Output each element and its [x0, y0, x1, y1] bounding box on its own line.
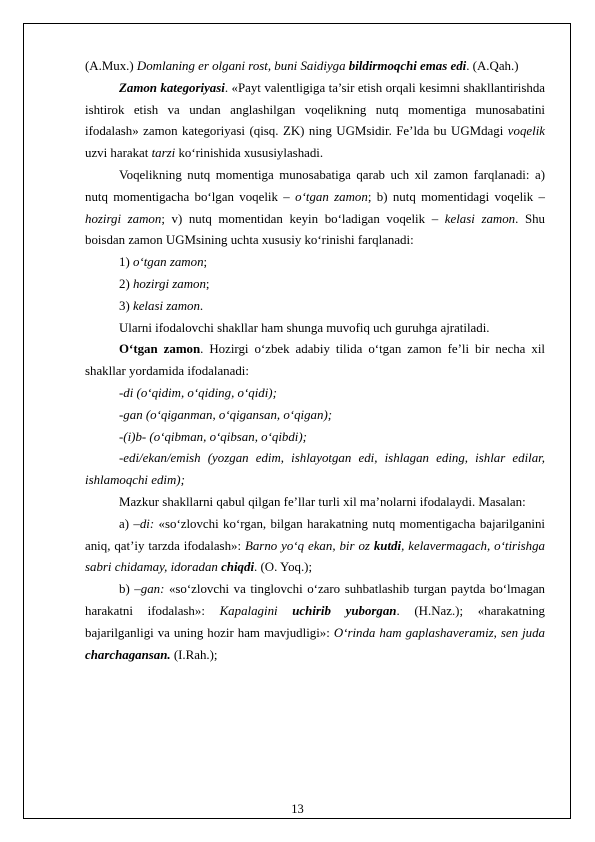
text-run: bildirmoqchi emas edi: [348, 59, 467, 73]
text-run: hozirgi zamon: [132, 276, 206, 291]
text-run: o‘tgan zamon: [132, 255, 204, 270]
text-run: -: [119, 429, 124, 444]
text-run: 1): [119, 255, 133, 270]
text-run: O‘rinda ham gaplashaveramiz, sen juda: [333, 625, 545, 640]
text-run: kelasi zamon: [132, 298, 200, 313]
text-run: di:: [139, 516, 155, 531]
text-run: kutdi: [373, 538, 402, 553]
paragraph-p10: [85, 405, 545, 427]
paragraph-p2: [85, 78, 545, 165]
text-run: . Hozirgi o‘zbek adabiy tilida o‘tgan zamon fe’li bir necha xil shakllar yordamida ifodalanadi:: [85, 342, 545, 379]
text-run: gan:: [140, 582, 165, 597]
text-run: . Shu boisdan zamon UGMsining uchta xususiy ko‘rinishi farqlanadi:: [85, 211, 546, 248]
text-run: , kelavermagach, o‘tirishga sabri chidamay, idoradan: [85, 538, 546, 575]
text-run: Mazkur shakllarni qabul qilgan fe’llar turli xil ma’nolarni ifodalaydi. Masalan:: [119, 494, 526, 509]
text-run: uzvi harakat: [85, 146, 152, 161]
paragraph-p12: [85, 448, 545, 492]
text-run: Voqelikning nutq momentiga munosabatiga qarab uch xil zamon farqlanadi: a) nutq momentigacha bo‘lgan voqelik –: [85, 167, 545, 204]
text-run: kelasi zamon: [444, 211, 516, 226]
text-run: o‘tgan zamon: [295, 189, 368, 204]
text-run: (I.Rah.);: [170, 647, 218, 662]
text-run: ; v) nutq momentidan keyin bo‘ladigan voqelik –: [161, 211, 445, 226]
text-run: tarzi: [151, 146, 176, 161]
text-run: b) –: [119, 582, 141, 597]
text-run: Barno yo‘q ekan, bir oz: [244, 538, 374, 553]
text-run: . (H.Naz.); «harakatning bajarilganligi va uning hozir ham mavjudligi»:: [85, 603, 546, 640]
text-run: ;: [205, 276, 210, 291]
paragraph-p13: [85, 492, 545, 514]
text-run: hozirgi zamon: [85, 211, 162, 226]
paragraph-p14: [85, 514, 545, 579]
text-run: Domlaning er olgani rost, buni Saidiyga: [136, 59, 349, 73]
text-run: ; b) nutq momentidagi voqelik –: [367, 189, 546, 204]
text-run: -: [119, 451, 124, 466]
text-run: .: [199, 298, 204, 313]
text-run: Ularni ifodalovchi shakllar ham shunga muvofiq uch guruhga ajratiladi.: [119, 320, 490, 335]
text-run: Zamon kategoriyasi: [119, 80, 225, 95]
text-run: a) –: [119, 516, 140, 531]
text-run: charchagansan.: [85, 647, 171, 662]
text-run: . (O. Yoq.);: [254, 560, 313, 575]
text-run: (i)b- (o‘qibman, o‘qibsan, o‘qibdi);: [123, 429, 307, 444]
text-run: O‘tgan zamon: [119, 342, 201, 357]
text-run: «so‘zlovchi va tinglovchi o‘zaro suhbatlashib turgan paytda bo‘lmagan harakatni ifodalash»:: [85, 582, 545, 618]
text-run: 3): [119, 298, 133, 313]
text-run: ko‘rinishida xususiylashadi.: [175, 146, 324, 161]
paragraph-p3: [85, 165, 545, 252]
text-run: edi/ekan/emish (yozgan edim, ishlayotgan edi, ishlagan eding, ishlar edilar, ishlamoqchi edim);: [85, 451, 545, 488]
text-run: . (A.Qah.): [466, 59, 519, 73]
paragraph-p7: [85, 318, 545, 340]
paragraph-p8: [85, 339, 545, 383]
text-run: -: [119, 407, 124, 422]
text-run: voqelik: [507, 124, 545, 139]
text-run: «so‘zlovchi ko‘rgan, bilgan harakatning nutq momentigacha bajarilganini aniq, qat’iy tarzda ifodalash»:: [85, 516, 546, 553]
text-run: . «Payt valentligiga ta’sir etish orqali kesimni shakllantirishda ishtirok etish va undan anglashilgan voqelikning nutq momentiga munosabatini ifodalash» zamon kategoriyasi (qisq. ZK) ning UGMsidir. Fe’lda bu UGMdagi: [85, 80, 545, 139]
text-run: (A.Mux.): [85, 59, 137, 73]
paragraph-p15: [85, 579, 545, 666]
document-body: [85, 56, 545, 666]
paragraph-p1: [85, 56, 545, 78]
text-run: uchirib yuborgan: [292, 603, 397, 618]
text-run: di (o‘qidim, o‘qiding, o‘qidi);: [123, 385, 277, 400]
paragraph-p9: [85, 383, 545, 405]
text-run: Kapalagini: [219, 603, 293, 618]
text-run: chiqdi: [221, 560, 255, 575]
text-run: -: [119, 385, 124, 400]
paragraph-p4: [85, 252, 545, 274]
text-run: gan (o‘qiganman, o‘qigansan, o‘qigan);: [123, 407, 333, 422]
text-run: 2): [119, 276, 133, 291]
page-number: 13: [291, 802, 304, 816]
text-run: ;: [203, 255, 208, 270]
paragraph-p5: [85, 274, 545, 296]
paragraph-p6: [85, 296, 545, 318]
paragraph-p11: [85, 427, 545, 449]
